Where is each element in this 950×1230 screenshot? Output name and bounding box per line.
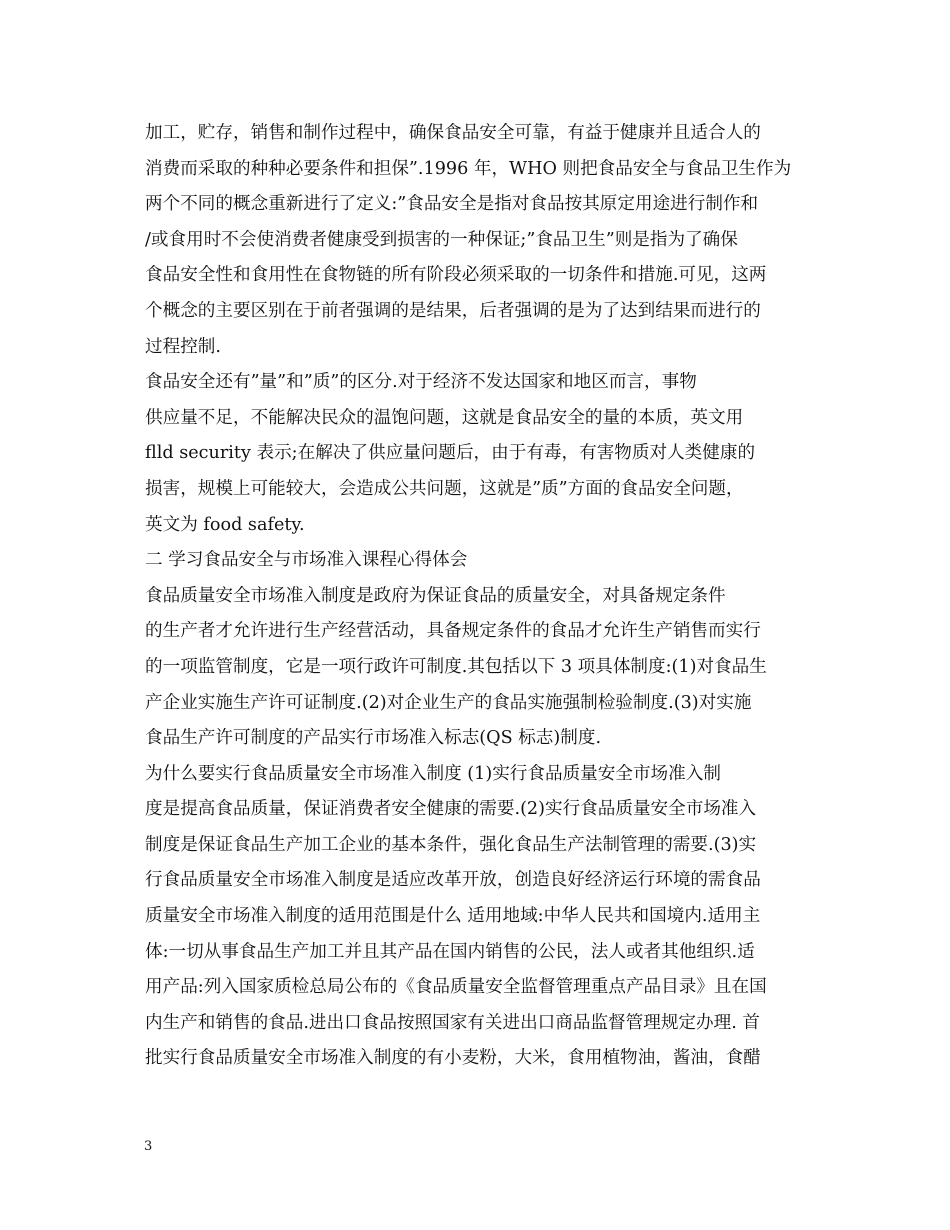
page-number: 3	[144, 1139, 153, 1154]
text-line: 损害，规模上可能较大，会造成公共问题，这就是”质”方面的食品安全问题，	[145, 478, 744, 499]
text-line: 的生产者才允许进行生产经营活动，具备规定条件的食品才允许生产销售而实行	[145, 621, 761, 642]
text-line: 供应量不足，不能解决民众的温饱问题，这就是食品安全的量的本质，英文用	[145, 407, 744, 428]
text-line: 两个不同的概念重新进行了定义:”食品安全是指对食品按其原定用途进行制作和	[145, 194, 759, 215]
text-line: 体:一切从事食品生产加工并且其产品在国内销售的公民，法人或者其他组织.适	[145, 941, 755, 962]
text-line: 用产品:列入国家质检总局公布的《食品质量安全监督管理重点产品目录》且在国	[145, 977, 767, 998]
text-line: 内生产和销售的食品.进出口食品按照国家有关进出口商品监督管理规定办理. 首	[145, 1012, 760, 1033]
text-line: 批实行食品质量安全市场准入制度的有小麦粉，大米，食用植物油，酱油，食醋	[145, 1048, 761, 1069]
section-heading: 二 学习食品安全与市场准入课程心得体会	[145, 550, 468, 571]
text-line: 度是提高食品质量，保证消费者安全健康的需要.(2)实行食品质量安全市场准入	[145, 799, 757, 820]
text-line: /或食用时不会使消费者健康受到损害的一种保证;”食品卫生”则是指为了确保	[145, 229, 738, 250]
text-line: 食品安全还有”量”和”质”的区分.对于经济不发达国家和地区而言，事物	[145, 372, 697, 393]
text-line: 过程控制.	[145, 336, 221, 357]
text-line: 产企业实施生产许可证制度.(2)对企业生产的食品实施强制检验制度.(3)对实施	[145, 692, 752, 713]
text-line: 加工，贮存，销售和制作过程中，确保食品安全可靠，有益于健康并且适合人的	[145, 123, 761, 143]
text-line: 行食品质量安全市场准入制度是适应改革开放，创造良好经济运行环境的需食品	[145, 870, 761, 891]
body-text	[145, 116, 815, 1077]
text-line: 质量安全市场准入制度的适用范围是什么 适用地域:中华人民共和国境内.适用主	[145, 906, 761, 927]
text-line: flld security 表示;在解决了供应量问题后，由于有毒，有害物质对人类健康的	[145, 443, 756, 464]
text-line: 为什么要实行食品质量安全市场准入制度 (1)实行食品质量安全市场准入制	[145, 763, 721, 784]
text-line: 的一项监管制度，它是一项行政许可制度.其包括以下 3 项具体制度:(1)对食品生	[145, 656, 767, 677]
text-line: 食品质量安全市场准入制度是政府为保证食品的质量安全，对具备规定条件	[145, 585, 726, 606]
text-line: 制度是保证食品生产加工企业的基本条件，强化食品生产法制管理的需要.(3)实	[145, 834, 757, 855]
text-line: 个概念的主要区别在于前者强调的是结果，后者强调的是为了达到结果而进行的	[145, 300, 761, 321]
text-line: 消费而采取的种种必要条件和担保”.1996 年，WHO 则把食品安全与食品卫生作为	[145, 158, 792, 179]
text-line: 食品安全性和食用性在食物链的所有阶段必须采取的一切条件和措施.可见，这两	[145, 265, 767, 286]
text-line: 英文为 food safety.	[145, 514, 305, 535]
text-line: 食品生产许可制度的产品实行市场准入标志(QS 标志)制度.	[145, 728, 602, 749]
